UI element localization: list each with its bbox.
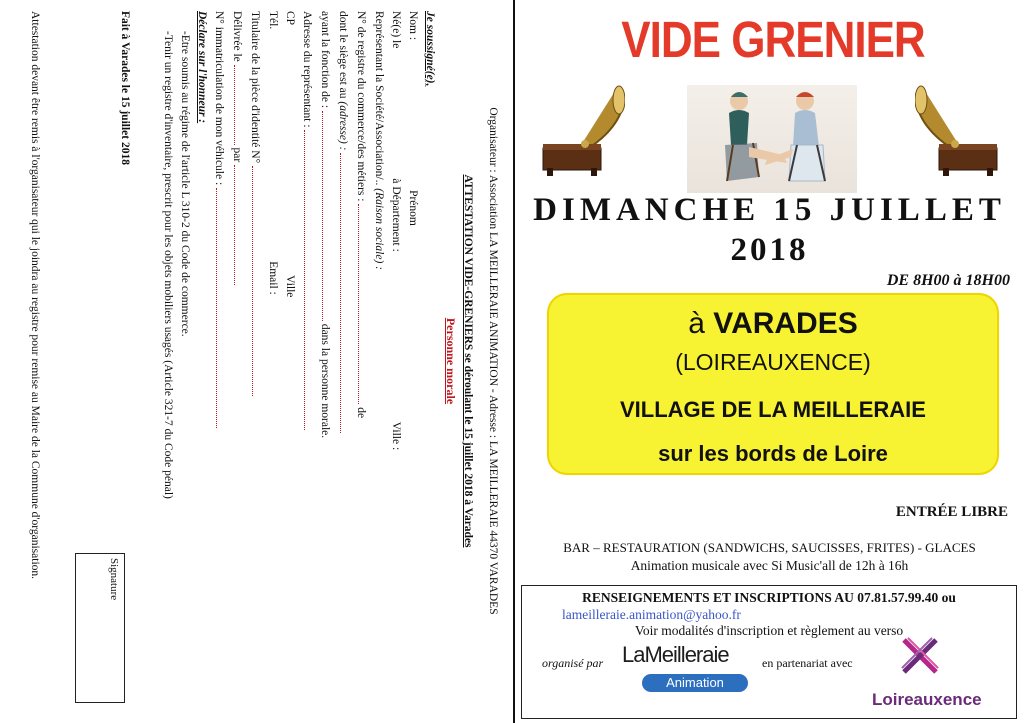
email-link[interactable]: lameilleraie.animation@yahoo.fr (562, 607, 741, 622)
tel-row (264, 11, 281, 711)
immat-field[interactable] (216, 188, 228, 428)
logo-loireauxence-text: Loireauxence (872, 690, 982, 709)
commune-line: (LOIREAUXENCE) (675, 349, 871, 375)
bords-line: sur les bords de Loire (658, 441, 888, 466)
place-name: VARADES (713, 307, 858, 340)
logo-lameilleraie-text: LaMeilleraie (622, 642, 729, 667)
titulaire-field[interactable] (252, 166, 264, 396)
registre-label: N° de registre du commerce/des métiers : (355, 11, 367, 202)
organise-label: organisé par (542, 656, 604, 670)
attestation-subtitle: Personne morale (444, 317, 458, 405)
fonction-label: ayant la fonction de : (319, 11, 331, 109)
fonction-field[interactable] (322, 111, 334, 321)
declaration-2: -Tenir un registre d'inventaire, prescrit pour les objets mobiliers usagés (Article 321-7 du Code pénal) (162, 31, 174, 499)
fonction-row (316, 11, 334, 711)
cp-label: CP (284, 11, 296, 26)
animation-line: Animation musicale avec Si Music'all de 12h à 16h (630, 558, 909, 573)
hours: DE 8H00 à 18H00 (886, 272, 1010, 289)
loireauxence-logo (872, 632, 992, 716)
representant-row (370, 11, 387, 711)
attestation-title: ATTESTATION VIDE-GRENIERS se déroulant le 15 juillet 2018 à Varades (462, 174, 474, 548)
soussigne-label: Je soussigné(e), (424, 11, 436, 87)
ville2-label: Ville (284, 275, 296, 298)
registre-row (352, 11, 370, 711)
entree-libre: ENTRÉE LIBRE (895, 504, 1008, 520)
delivree-label: Délivrée le (231, 11, 243, 62)
tel-label: Tél. (267, 11, 279, 30)
gramophone-icon (915, 82, 1007, 178)
place-line (547, 307, 999, 341)
immat-row (210, 11, 228, 711)
adresse-rep-row (298, 11, 316, 711)
email-label: Email : (267, 261, 279, 295)
nom-row (404, 11, 421, 711)
bar-line: BAR – RESTAURATION (SANDWICHS, SAUCISSES, FRITES) - GLACES (563, 540, 976, 555)
naissance-row (387, 11, 404, 711)
titulaire-row (246, 11, 264, 711)
adresse-rep-field[interactable] (304, 130, 316, 430)
organisateur-line: Organisateur : Association LA MEILLERAIE ANIMATION - Adresse : LA MEILLERAIE 44370 VARADES (487, 107, 499, 615)
info-box (521, 585, 1017, 719)
delivree-row (228, 11, 246, 711)
adresse-rep-label: Adresse du représentant : (301, 11, 313, 128)
de-label: de (355, 407, 367, 419)
declaration-1: -Etre soumis au régime de l'article L 310-2 du Code de commerce. (179, 31, 191, 337)
renseignements-line: RENSEIGNEMENTS ET INSCRIPTIONS AU 07.81.57.99.40 ou (582, 590, 956, 605)
signature-box[interactable] (75, 553, 125, 703)
delivree-field[interactable] (234, 65, 246, 145)
registre-field[interactable] (358, 204, 370, 404)
ne-label: Né(e) le (390, 11, 402, 49)
lameilleraie-logo (618, 640, 752, 696)
prenom-label: Prénom (407, 190, 419, 226)
partenariat-label: en partenariat avec (762, 656, 853, 670)
place-prefix: à (688, 307, 714, 340)
fait-line: Fait à Varades le 15 juillet 2018 (119, 11, 131, 165)
immat-label: N° immatriculation de mon véhicule : (213, 11, 225, 186)
date-line-1: DIMANCHE 15 JUILLET (533, 192, 1006, 228)
siege-row (334, 11, 352, 711)
adresse-ital-label: (adresse) : (337, 101, 349, 151)
poster-panel (515, 0, 1024, 723)
attestation-footer: Attestation devant être remis à l'organisateur qui le joindra au registre pour remise au Maire de la Commune d'organisation. (29, 11, 41, 580)
siege-label: dont le siège est au (337, 11, 349, 99)
par-field[interactable] (234, 165, 246, 285)
location-panel (547, 293, 999, 475)
gramophone-icon (533, 82, 625, 178)
representant-label: Représentant la Société/Association/.. (373, 11, 385, 186)
nom-label: Nom : (407, 11, 419, 41)
declare-label: Déclare sur l'honneur : (196, 11, 208, 124)
village-line: VILLAGE DE LA MEILLERAIE (620, 397, 926, 422)
titulaire-label: Titulaire de la pièce d'identité N° (249, 11, 261, 164)
loireauxence-x-icon (898, 634, 942, 678)
ville-label: Ville : (390, 421, 402, 451)
raison-label: (Raison sociale) : (373, 188, 385, 271)
personne-morale-label: dans la personne morale. (319, 323, 331, 439)
date-line-2: 2018 (730, 232, 809, 268)
logo-animation-text: Animation (642, 674, 748, 692)
departement-label: à Département : (390, 178, 402, 252)
modalites-line: Voir modalités d'inscription et règlement au verso (634, 623, 904, 638)
signature-label: Signature (108, 558, 120, 601)
vintage-ladies-image (687, 85, 857, 193)
par-label: par (231, 147, 243, 163)
cp-row (281, 11, 298, 711)
siege-field[interactable] (340, 153, 352, 433)
attestation-form (11, 11, 501, 711)
poster-title: VIDE GRENIER (621, 12, 925, 69)
